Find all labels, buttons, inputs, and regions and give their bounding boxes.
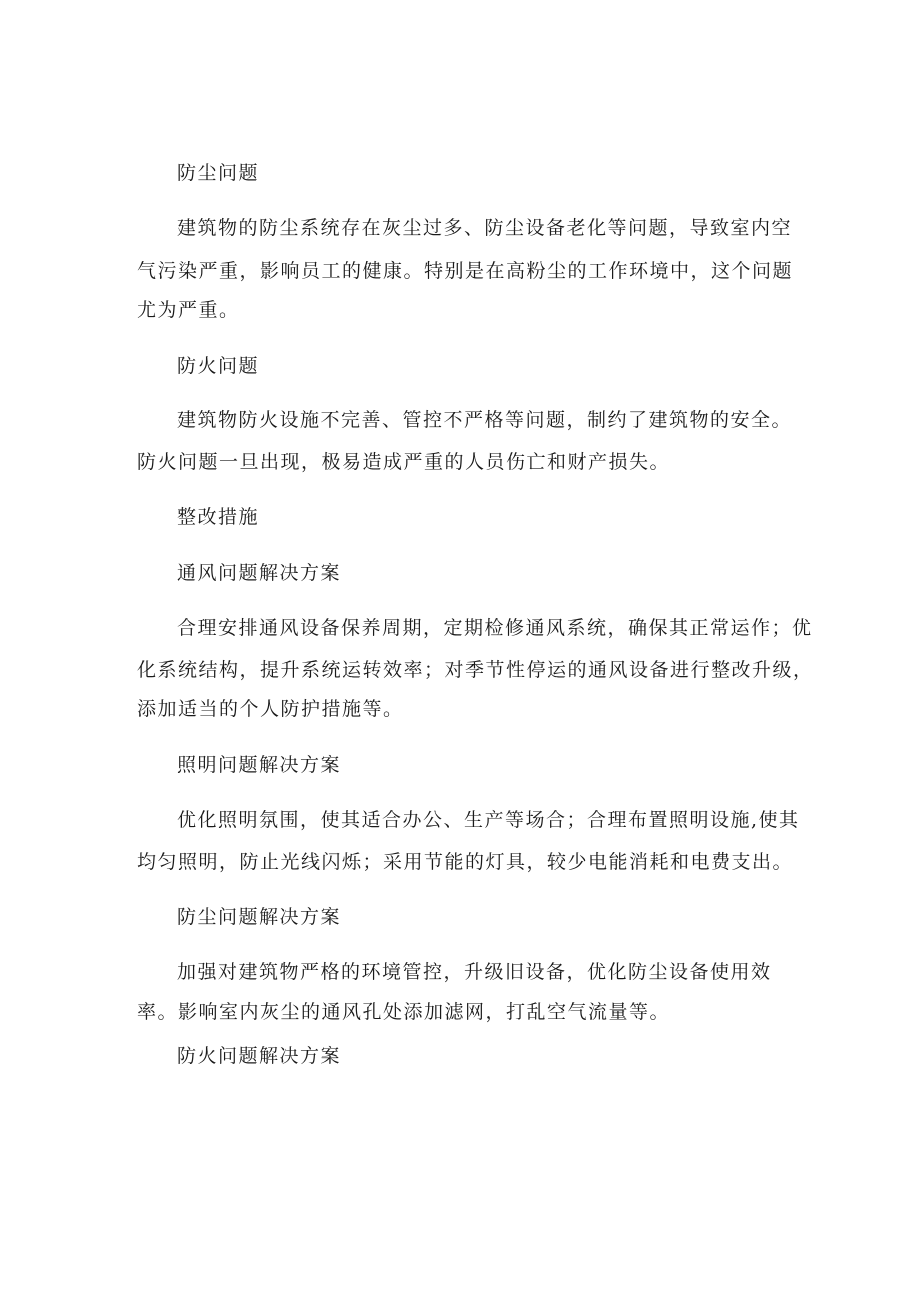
section-heading-dust-solution: 防尘问题解决方案 — [177, 906, 342, 928]
paragraph-line: 建筑物防火设施不完善、管控不严格等问题，制约了建筑物的安全。 — [177, 409, 793, 431]
paragraph-line: 优化照明氛围，使其适合办公、生产等场合；合理布置照明设施,使其 — [177, 809, 800, 831]
paragraph-line: 添加适当的个人防护措施等。 — [137, 698, 404, 720]
section-heading-measures: 整改措施 — [177, 506, 260, 528]
paragraph-line: 化系统结构，提升系统运转效率；对季节性停运的通风设备进行整改升级， — [137, 659, 814, 681]
paragraph-line: 均匀照明，防止光线闪烁；采用节能的灯具，较少电能消耗和电费支出。 — [137, 851, 794, 873]
paragraph-line: 率。影响室内灰尘的通风孔处添加滤网，打乱空气流量等。 — [137, 1001, 671, 1023]
section-heading-lighting-solution: 照明问题解决方案 — [177, 754, 342, 776]
section-heading-fire: 防火问题 — [177, 355, 260, 377]
section-heading-ventilation-solution: 通风问题解决方案 — [177, 562, 342, 584]
section-heading-fire-solution: 防火问题解决方案 — [177, 1045, 342, 1067]
paragraph-line: 尤为严重。 — [137, 299, 240, 321]
section-heading-dust: 防尘问题 — [177, 162, 260, 184]
paragraph-line: 防火问题一旦出现，极易造成严重的人员伤亡和财产损失。 — [137, 451, 671, 473]
paragraph-line: 建筑物的防尘系统存在灰尘过多、防尘设备老化等问题，导致室内空 — [177, 217, 793, 239]
paragraph-line: 合理安排通风设备保养周期，定期检修通风系统，确保其正常运作；优 — [177, 617, 813, 639]
paragraph-line: 加强对建筑物严格的环境管控，升级旧设备，优化防尘设备使用效 — [177, 961, 772, 983]
paragraph-line: 气污染严重，影响员工的健康。特别是在高粉尘的工作环境中，这个问题 — [137, 260, 794, 282]
